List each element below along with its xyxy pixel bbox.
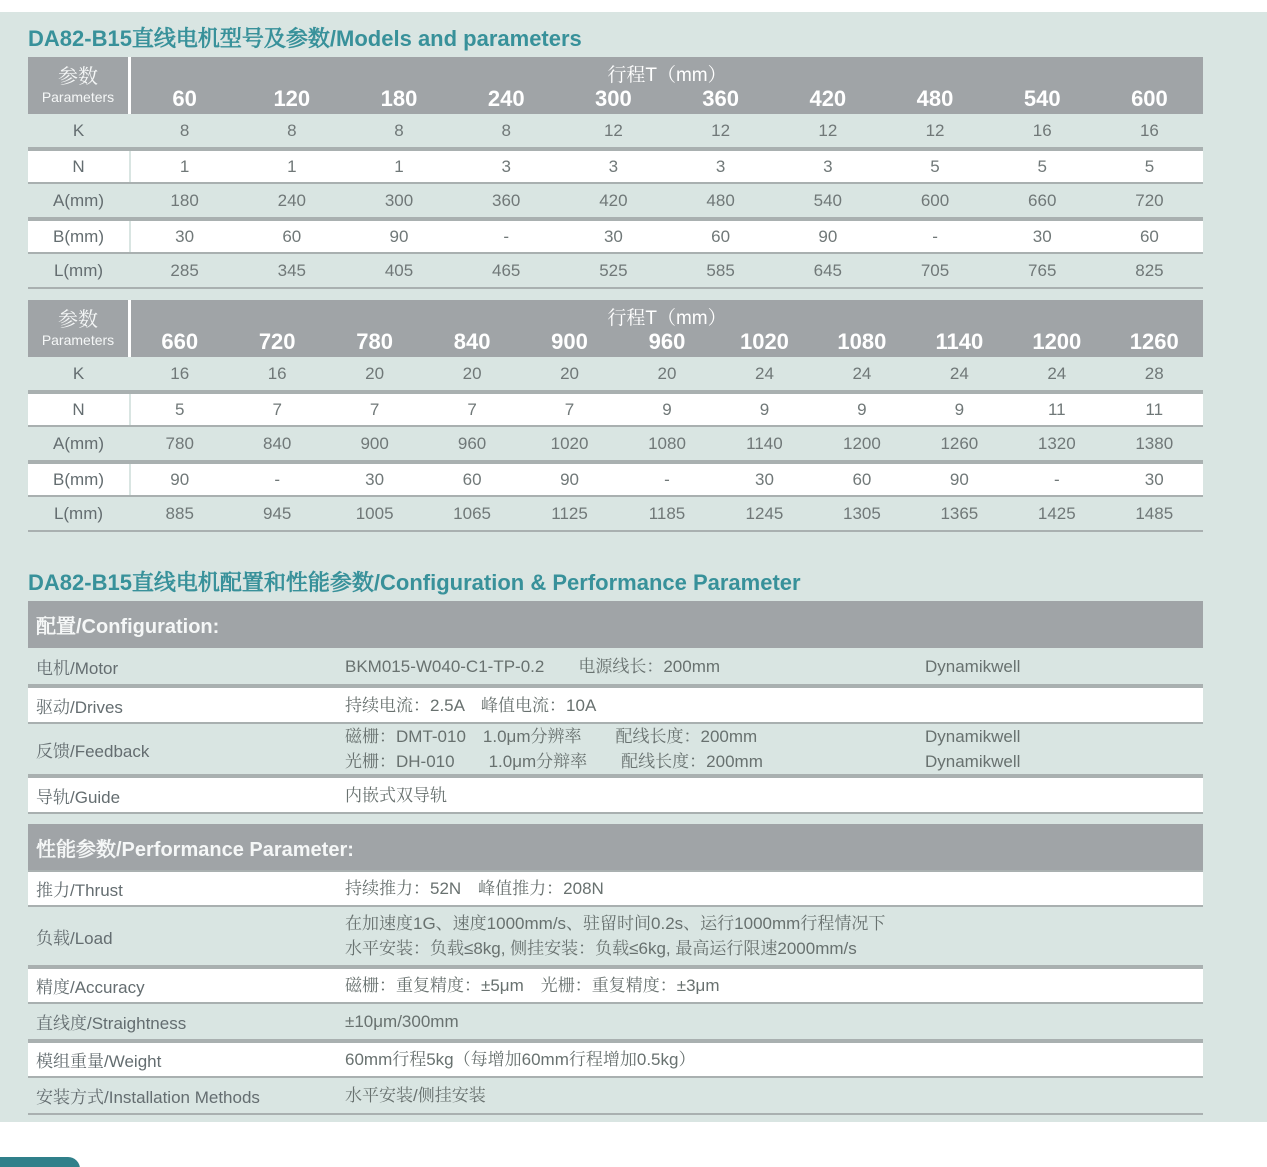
table-header-bar (28, 300, 1203, 357)
param-cell: 465 (492, 260, 521, 280)
spec-row-label: 模组重量/Weight (36, 1052, 162, 1071)
spec-row-content (345, 1009, 1203, 1034)
param-cell: 60 (1139, 226, 1159, 246)
param-cell: 24 (754, 363, 774, 383)
param-cell: 1 (179, 156, 190, 176)
param-cell: 5 (930, 156, 940, 176)
param-cell: 300 (384, 190, 414, 210)
spec-line-text: ±10μm/300mm (345, 1012, 459, 1031)
param-cell: 5 (1144, 156, 1155, 176)
param-cell: 90 (170, 469, 190, 489)
param-cell: 1 (394, 156, 404, 176)
brand-label (925, 911, 1203, 936)
models-parameters-table-2 (28, 300, 1203, 532)
spec-row (28, 1078, 1203, 1115)
brand-label (925, 783, 1203, 808)
spec-row-label: 导轨/Guide (36, 787, 121, 807)
param-cell: 60 (852, 469, 872, 489)
stroke-column-headers (131, 329, 1203, 357)
stroke-column-header: 840 (453, 329, 491, 354)
stroke-column-header: 600 (1131, 86, 1168, 111)
param-cell: 1260 (940, 433, 979, 453)
param-cell: 60 (282, 226, 302, 246)
section-title-models: DA82-B15直线电机型号及参数/Models and parameters (28, 26, 582, 51)
brand-label (925, 1083, 1203, 1108)
spec-row-content (345, 876, 1203, 901)
brand-label (925, 1009, 1203, 1034)
spec-line-text: 光栅：DH-010 1.0μm分辩率 配线长度：200mm (345, 752, 763, 771)
param-cell: 1065 (453, 503, 491, 523)
table-header-bar (28, 57, 1203, 114)
page-corner-tab (0, 1157, 80, 1167)
spec-row (28, 686, 1203, 724)
spec-row-content (345, 973, 1203, 998)
spec-line-text: BKM015-W040-C1-TP-0.2 电源线长：200mm (345, 656, 721, 676)
param-row-label: N (28, 394, 131, 425)
section-title-config-performance: DA82-B15直线电机配置和性能参数/Configuration & Performance Parameter (28, 570, 801, 595)
spec-line-text: 磁栅：重复精度：±5μm 光栅：重复精度：±3μm (345, 976, 720, 995)
param-cell: 900 (360, 433, 389, 453)
param-cell: 3 (608, 156, 619, 176)
param-cell: 90 (389, 226, 409, 246)
param-cell: 60 (711, 226, 731, 246)
spec-row-label: 安装方式/Installation Methods (36, 1088, 260, 1107)
param-cell: 1140 (746, 433, 783, 453)
stroke-column-header: 900 (551, 329, 588, 354)
spec-line-text: 磁栅：DMT-010 1.0μm分辨率 配线长度：200mm (345, 727, 758, 746)
param-cell: 9 (954, 399, 965, 419)
param-cell: 90 (560, 469, 579, 489)
stroke-column-header: 960 (648, 329, 686, 354)
stroke-column-header: 660 (161, 329, 199, 354)
param-row-label: K (28, 114, 131, 147)
stroke-column-header: 300 (595, 86, 632, 111)
param-cell: 1485 (1135, 503, 1174, 523)
param-cell: 1125 (551, 503, 588, 523)
param-row-label: A(mm) (28, 184, 131, 217)
spec-line-text: 在加速度1G、速度1000mm/s、驻留时间0.2s、运行1000mm行程情况下 (345, 914, 886, 933)
spec-row (28, 724, 1203, 776)
spec-line (345, 783, 1203, 808)
param-table-row (28, 219, 1203, 254)
brand-label (925, 936, 1203, 961)
spec-line (345, 876, 1203, 901)
param-cell: - (503, 226, 510, 246)
configuration-table (28, 601, 1203, 814)
brand-label: Dynamikwell (925, 727, 1021, 746)
param-cell: 8 (501, 120, 511, 140)
param-cell: 360 (492, 190, 521, 210)
param-cell: 90 (949, 469, 969, 489)
param-cell: 30 (365, 469, 385, 489)
spec-row (28, 967, 1203, 1004)
configuration-header-bar: 配置/Configuration: (28, 601, 1203, 648)
param-cell: 16 (1139, 120, 1159, 140)
param-cell: 9 (857, 399, 867, 419)
param-cell: 30 (603, 226, 623, 246)
param-cell: 645 (813, 260, 842, 280)
param-cell: 9 (662, 399, 672, 419)
param-cell: 20 (462, 363, 482, 383)
param-cell: 8 (394, 120, 404, 140)
param-cell: 1080 (648, 433, 686, 453)
stroke-column-header: 540 (1023, 86, 1061, 111)
spec-row (28, 648, 1203, 686)
spec-line (345, 936, 1203, 961)
param-cell: 3 (715, 156, 726, 176)
param-row-label: B(mm) (28, 221, 131, 252)
spec-row-content (345, 724, 1203, 774)
spec-line-text: 水平安装：负载≤8kg, 侧挂安装：负载≤6kg, 最高运行限速2000mm/s (345, 939, 857, 958)
brand-label (925, 1047, 1203, 1072)
parameters-header-cell (28, 300, 131, 357)
param-cell: 12 (818, 120, 838, 140)
spec-row-label: 推力/Thrust (36, 881, 123, 900)
param-cell: 420 (599, 190, 628, 210)
param-cell: 30 (175, 226, 195, 246)
spec-line (345, 973, 1203, 998)
spec-row-content (345, 1047, 1203, 1072)
param-cell: 345 (277, 260, 306, 280)
spec-line (345, 749, 1203, 774)
param-cell: 960 (457, 433, 487, 453)
stroke-column-headers (131, 86, 1203, 114)
param-cell: 1005 (355, 503, 394, 523)
param-cell: 30 (1144, 469, 1164, 489)
stroke-column-header: 120 (273, 86, 311, 111)
brand-label (925, 973, 1203, 998)
param-table-row (28, 392, 1203, 427)
param-cell: 480 (706, 190, 735, 210)
stroke-column-header: 780 (356, 329, 393, 354)
param-cell: 20 (657, 363, 677, 383)
param-table-row (28, 149, 1203, 184)
param-cell: 705 (920, 260, 950, 280)
param-cell: 585 (706, 260, 735, 280)
spec-row-content (345, 1083, 1203, 1108)
spec-line (345, 693, 1203, 718)
param-cell: 180 (170, 190, 199, 210)
param-cell: 16 (267, 363, 287, 383)
stroke-column-header: 480 (916, 86, 954, 111)
param-cell: 9 (759, 399, 770, 419)
param-cell: 285 (170, 260, 199, 280)
param-cell: 20 (560, 363, 579, 383)
stroke-column-header: 1020 (739, 329, 789, 354)
param-cell: - (932, 226, 938, 246)
param-cell: 24 (949, 363, 969, 383)
param-cell: 1305 (842, 503, 881, 523)
param-cell: 24 (1047, 363, 1067, 383)
stroke-column-header: 1140 (935, 329, 984, 354)
param-cell: 5 (174, 399, 185, 419)
param-cell: 240 (277, 190, 306, 210)
param-cell: 60 (462, 469, 482, 489)
stroke-column-header: 1080 (837, 329, 887, 354)
param-cell: 7 (369, 399, 380, 419)
models-parameters-table-1 (28, 57, 1203, 289)
param-cell: - (274, 469, 281, 489)
spec-row-label: 负载/Load (36, 928, 113, 948)
spec-row-content (345, 783, 1203, 808)
brand-label: Dynamikwell (925, 656, 1021, 676)
param-cell: - (664, 469, 670, 489)
param-cell: 1365 (940, 503, 979, 523)
param-cell: 1320 (1037, 433, 1076, 453)
param-cell: 28 (1144, 363, 1164, 383)
param-cell: 540 (813, 190, 842, 210)
param-cell: 1425 (1037, 503, 1076, 523)
param-table-row (28, 254, 1203, 289)
spec-line (345, 1083, 1203, 1108)
param-cell: 1380 (1135, 433, 1174, 453)
brand-label (925, 876, 1203, 901)
param-cell: 1185 (648, 503, 686, 523)
param-cell: 12 (603, 120, 623, 140)
spec-row (28, 776, 1203, 814)
param-cell: 12 (711, 120, 731, 140)
stroke-column-header: 1200 (1032, 329, 1082, 354)
stroke-column-header: 1260 (1129, 329, 1179, 354)
spec-line-text: 持续推力：52N 峰值推力：208N (345, 879, 604, 898)
spec-row-content (345, 911, 1203, 961)
param-table-row (28, 497, 1203, 532)
param-cell: 20 (365, 363, 385, 383)
spec-row (28, 1041, 1203, 1078)
spec-line (345, 1047, 1203, 1072)
spec-line (345, 724, 1203, 749)
param-cell: 525 (599, 260, 628, 280)
param-cell: 945 (262, 503, 292, 523)
param-row-label: B(mm) (28, 464, 131, 495)
spec-row-label: 电机/Motor (36, 658, 119, 678)
stroke-column-header: 420 (809, 86, 847, 111)
parameters-header-cell (28, 57, 131, 114)
stroke-title: 行程T（mm） (607, 308, 727, 329)
stroke-header (131, 300, 1203, 357)
spec-row (28, 907, 1203, 967)
spec-row-content (345, 693, 1203, 718)
param-cell: 5 (1037, 156, 1047, 176)
param-table-row (28, 462, 1203, 497)
param-table-row (28, 427, 1203, 462)
parameters-label-cn: 参数 (58, 309, 98, 331)
param-table-row (28, 114, 1203, 149)
param-cell: 840 (262, 433, 292, 453)
param-cell: 765 (1028, 260, 1057, 280)
param-cell: 1245 (745, 503, 784, 523)
brand-label: Dynamikwell (925, 752, 1021, 771)
param-row-label: L(mm) (28, 254, 131, 287)
param-cell: 7 (564, 399, 575, 419)
param-cell: 30 (1032, 226, 1052, 246)
param-row-label: L(mm) (28, 497, 131, 530)
spec-row (28, 870, 1203, 907)
param-cell: 7 (272, 399, 282, 419)
parameters-label-en: Parameters (41, 89, 115, 105)
param-cell: 600 (920, 190, 950, 210)
stroke-column-header: 60 (172, 86, 197, 111)
param-cell: 24 (852, 363, 872, 383)
spec-line-text: 水平安装/侧挂安装 (345, 1086, 486, 1105)
param-cell: 8 (287, 120, 297, 140)
performance-table (28, 824, 1203, 1115)
param-cell: 16 (170, 363, 190, 383)
param-cell: 30 (754, 469, 774, 489)
performance-header-bar: 性能参数/Performance Parameter: (28, 824, 1203, 870)
spec-line-text: 60mm行程5kg（每增加60mm行程增加0.5kg） (345, 1050, 696, 1069)
param-cell: 720 (1135, 190, 1164, 210)
spec-line (345, 654, 1203, 679)
parameters-label-cn: 参数 (58, 66, 98, 88)
param-cell: 12 (925, 120, 945, 140)
param-cell: 885 (165, 503, 194, 523)
spec-line (345, 911, 1203, 936)
param-cell: 11 (1145, 399, 1164, 419)
param-cell: - (1053, 469, 1060, 489)
param-row-label: K (28, 357, 131, 390)
stroke-column-header: 240 (487, 86, 525, 111)
spec-row-label: 驱动/Drives (36, 697, 123, 717)
spec-row-label: 精度/Accuracy (36, 978, 145, 997)
param-cell: 11 (1047, 399, 1066, 419)
param-cell: 780 (165, 433, 194, 453)
param-row-label: A(mm) (28, 427, 131, 460)
spec-row-content (345, 654, 1203, 679)
param-cell: 3 (501, 156, 511, 176)
param-cell: 90 (818, 226, 838, 246)
param-table-row (28, 357, 1203, 392)
brand-label (925, 693, 1203, 718)
spec-row-label: 反馈/Feedback (36, 741, 150, 761)
param-cell: 8 (179, 120, 190, 140)
stroke-title: 行程T（mm） (607, 65, 727, 86)
spec-line (345, 1009, 1203, 1034)
param-table-row (28, 184, 1203, 219)
parameters-label-en: Parameters (41, 332, 115, 348)
param-cell: 1 (287, 156, 297, 176)
spec-line-text: 持续电流：2.5A 峰值电流：10A (345, 695, 597, 715)
spec-row (28, 1004, 1203, 1041)
stroke-header (131, 57, 1203, 114)
param-cell: 3 (823, 156, 833, 176)
param-row-label: N (28, 151, 131, 182)
param-cell: 1020 (550, 433, 589, 453)
param-cell: 660 (1028, 190, 1057, 210)
stroke-column-header: 360 (702, 86, 739, 111)
param-cell: 1200 (842, 433, 881, 453)
stroke-column-header: 720 (258, 329, 296, 354)
stroke-column-header: 180 (380, 86, 418, 111)
param-cell: 825 (1135, 260, 1164, 280)
param-cell: 7 (467, 399, 477, 419)
param-cell: 16 (1032, 120, 1052, 140)
spec-row-label: 直线度/Straightness (36, 1014, 187, 1033)
spec-line-text: 内嵌式双导轨 (345, 785, 447, 805)
param-cell: 405 (384, 260, 414, 280)
